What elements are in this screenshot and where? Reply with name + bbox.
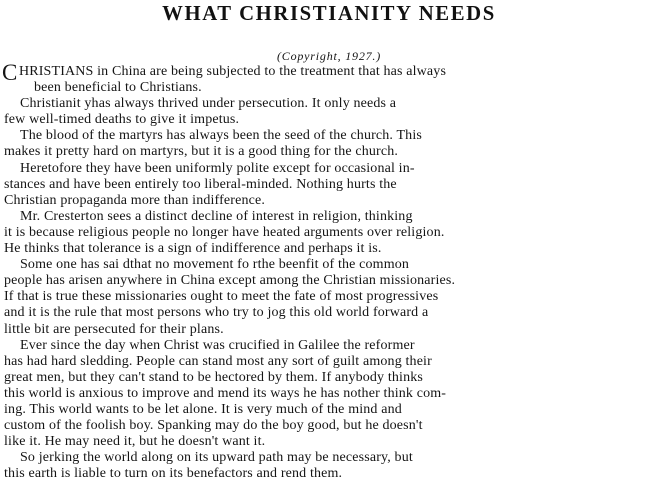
article-line: this earth is liable to turn on its benefactors and rend them. bbox=[4, 466, 343, 482]
article-line: this world is anxious to improve and mend its ways he has nother think com- bbox=[4, 385, 447, 401]
article-line: stances and have been entirely too liberal-minded. Nothing hurts the bbox=[4, 176, 397, 192]
article-line-1-text: HRISTIANS in China are being subjected to the treatment that has always bbox=[19, 64, 447, 79]
article-line: little bit are persecuted for their plans. bbox=[4, 321, 224, 337]
article-line: He thinks that tolerance is a sign of indifference and perhaps it is. bbox=[4, 241, 382, 257]
drop-cap: C bbox=[2, 60, 18, 85]
article-line: Heretofore they have been uniformly polite except for occasional in- bbox=[20, 160, 415, 176]
article-line: ing. This world wants to be let alone. It is very much of the mind and bbox=[4, 401, 402, 417]
article-line: has had hard sledding. People can stand most any sort of guilt among their bbox=[4, 353, 432, 369]
article-line: Ever since the day when Christ was crucified in Galilee the reformer bbox=[20, 337, 415, 353]
article-body bbox=[2, 60, 658, 482]
article-line: If that is true these missionaries ought to meet the fate of most progressives bbox=[4, 289, 439, 305]
article-line: like it. He may need it, but he doesn't want it. bbox=[4, 434, 266, 450]
article-line: custom of the foolish boy. Spanking may do the boy good, but he doesn't bbox=[4, 418, 423, 434]
article-line: So jerking the world along on its upward path may be necessary, but bbox=[20, 450, 413, 466]
article-line: makes it pretty hard on martyrs, but it is a good thing for the church. bbox=[4, 144, 399, 160]
article-line: people has arisen anywhere in China except among the Christian missionaries. bbox=[4, 273, 456, 289]
article-line: it is because religious people no longer have heated arguments over religion. bbox=[4, 224, 445, 240]
article-line: The blood of the martyrs has always been the seed of the church. This bbox=[20, 128, 422, 144]
article-line: Christian propaganda more than indifference. bbox=[4, 192, 265, 208]
article-line: Mr. Cresterton sees a distinct decline of interest in religion, thinking bbox=[20, 208, 413, 224]
article-line: great men, but they can't stand to be hectored by them. If anybody thinks bbox=[4, 369, 423, 385]
article-line: and it is the rule that most persons who try to jog this old world forward a bbox=[4, 305, 429, 321]
article-line: been beneficial to Christians. bbox=[34, 80, 202, 96]
article-line: Christianit yhas always thrived under persecution. It only needs a bbox=[20, 96, 397, 112]
headline: WHAT CHRISTIANITY NEEDS bbox=[162, 3, 496, 25]
copyright-line: (Copyright, 1927.) bbox=[276, 49, 382, 63]
article-line: Some one has sai dthat no movement fo rthe beenfit of the common bbox=[20, 257, 410, 273]
article-line-1 bbox=[2, 60, 658, 85]
article-line: few well-timed deaths to give it impetus. bbox=[4, 112, 240, 128]
